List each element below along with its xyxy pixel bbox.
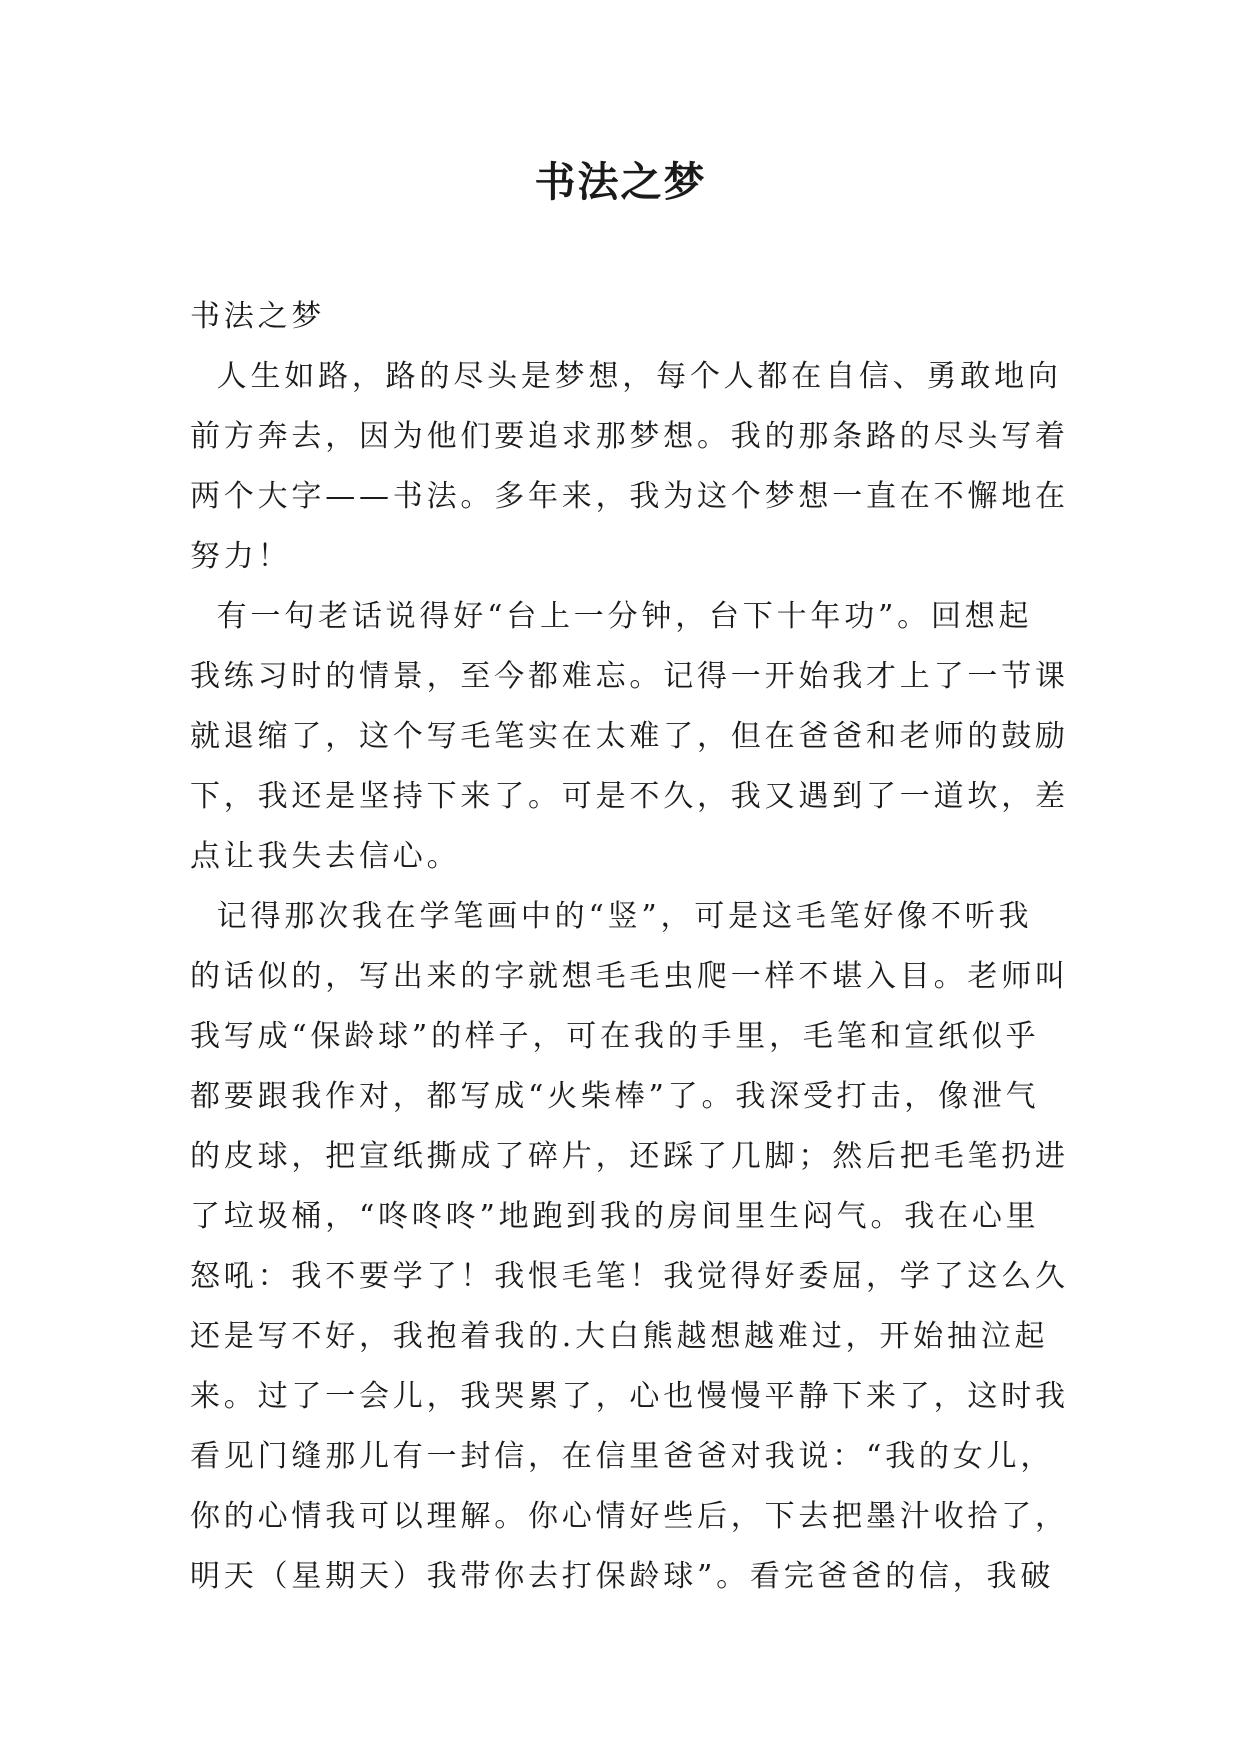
text-line: 都要跟我作对，都写成“火柴棒”了。我深受打击，像泄气 xyxy=(190,1079,1040,1114)
text-line: 努力！ xyxy=(190,539,292,574)
text-line: 怒吼：我不要学了！我恨毛笔！我觉得好委屈，学了这么久 xyxy=(190,1259,1069,1294)
text-line: 记得那次我在学笔画中的“竖”，可是这毛笔好像不听我 xyxy=(190,899,1033,934)
text-line: 两个大字——书法。多年来，我为这个梦想一直在不懈地在 xyxy=(190,479,1069,514)
text-line: 你的心情我可以理解。你心情好些后，下去把墨汁收拾了， xyxy=(190,1499,1069,1534)
text-line: 前方奔去，因为他们要追求那梦想。我的那条路的尽头写着 xyxy=(190,419,1069,454)
text-line: 我写成“保龄球”的样子，可在我的手里，毛笔和宣纸似乎 xyxy=(190,1019,1040,1054)
text-line: 来。过了一会儿，我哭累了，心也慢慢平静下来了，这时我 xyxy=(190,1379,1069,1414)
document-body xyxy=(190,287,1069,1607)
text-line: 就退缩了，这个写毛笔实在太难了，但在爸爸和老师的鼓励 xyxy=(190,719,1069,754)
text-line: 明天（星期天）我带你去打保龄球”。看完爸爸的信，我破 xyxy=(190,1559,1055,1594)
text-line: 书法之梦 xyxy=(190,299,326,334)
text-line: 了垃圾桶，“咚咚咚”地跑到我的房间里生闷气。我在心里 xyxy=(190,1199,1040,1234)
page-title: 书法之梦 xyxy=(534,158,707,206)
text-line: 的皮球，把宣纸撕成了碎片，还踩了几脚；然后把毛笔扔进 xyxy=(190,1139,1069,1174)
text-line: 还是写不好，我抱着我的.大白熊越想越难过，开始抽泣起 xyxy=(190,1319,1049,1354)
text-line: 的话似的，写出来的字就想毛毛虫爬一样不堪入目。老师叫 xyxy=(190,959,1069,994)
text-line: 有一句老话说得好“台上一分钟，台下十年功”。回想起 xyxy=(190,599,1033,634)
text-line: 点让我失去信心。 xyxy=(190,839,461,874)
text-line: 看见门缝那儿有一封信，在信里爸爸对我说：“我的女儿， xyxy=(190,1439,1055,1474)
text-line: 人生如路，路的尽头是梦想，每个人都在自信、勇敢地向 xyxy=(190,359,1062,394)
text-line: 我练习时的情景，至今都难忘。记得一开始我才上了一节课 xyxy=(190,659,1069,694)
text-line: 下，我还是坚持下来了。可是不久，我又遇到了一道坎，差 xyxy=(190,779,1069,814)
